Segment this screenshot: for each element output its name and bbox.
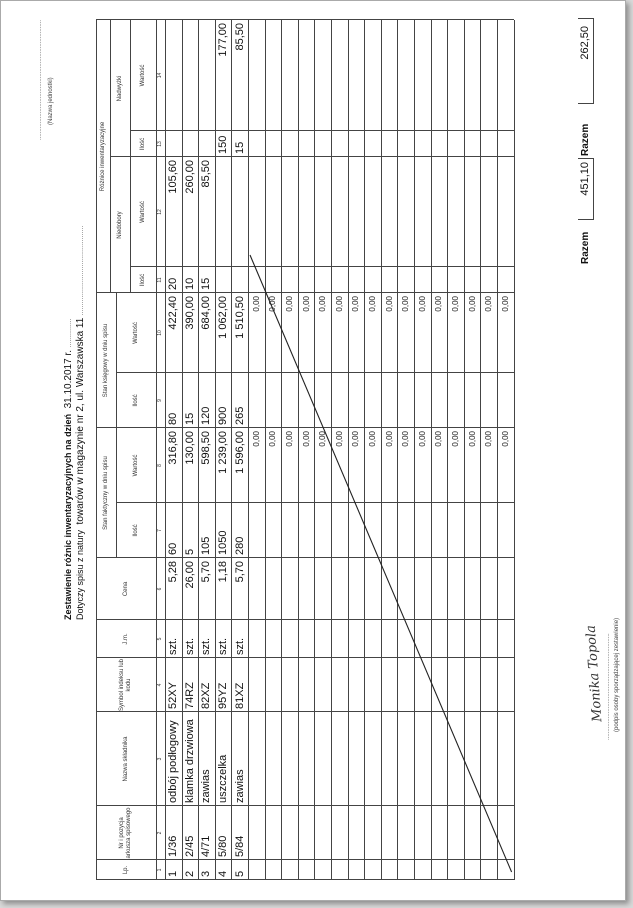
cell-zero-value: 0,00: [334, 296, 344, 312]
cell-lp: 3: [200, 870, 213, 877]
totals-niedobory-value: 451,10: [579, 162, 591, 196]
cell-zero-value: 0,00: [334, 431, 344, 447]
cell-k-w: 1 510,50: [233, 296, 246, 339]
cell-f-il: 5: [183, 548, 196, 555]
col-header-niedobory: Niedobory: [116, 211, 123, 239]
cell-cena: 5,28: [167, 561, 180, 583]
cell-k-il: 120: [200, 406, 213, 425]
cell-k-il: 265: [233, 406, 246, 425]
cell-zero-value: 0,00: [284, 296, 294, 312]
cell-jm: szt.: [233, 637, 246, 655]
cell-cena: 5,70: [233, 561, 246, 583]
totals-box: [578, 158, 594, 220]
cell-zero-value: 0,00: [351, 296, 361, 312]
column-number: 11: [156, 277, 163, 283]
col-header-ilosc: Ilość: [132, 394, 139, 407]
signature: Monika Topola: [583, 624, 606, 723]
cell-nazwa: zawias: [200, 769, 213, 803]
cell-nr: 5/80: [217, 835, 230, 857]
cell-zero-value: 0,00: [450, 431, 460, 447]
col-header-stan-ksiegowy: Stan księgowy w dniu spisu: [102, 323, 109, 398]
cell-symbol: 52XY: [167, 682, 180, 709]
cell-p-il: 150: [217, 135, 230, 154]
cell-p-w: 177,00: [217, 23, 230, 57]
col-header-ilosc: Ilość: [139, 137, 146, 151]
cell-nr: 2/45: [183, 835, 196, 857]
subtitle-dots: ..............................................: [78, 225, 85, 316]
cell-zero-value: 0,00: [417, 431, 427, 447]
col-header-ilosc: Ilość: [132, 524, 139, 537]
cell-f-il: 1050: [217, 530, 230, 555]
title-prefix: Zestawienie różnic inwentaryzacyjnych na dzień: [63, 413, 73, 620]
cell-nr: 4/71: [200, 835, 213, 857]
cell-zero-value: 0,00: [318, 296, 328, 312]
differences-table: [96, 20, 514, 880]
col-header-roznice: Różnice inwentaryzacyjne: [99, 121, 106, 192]
cell-zero-value: 0,00: [434, 431, 444, 447]
cell-zero-value: 0,00: [401, 431, 411, 447]
column-number: 4: [156, 683, 163, 687]
cell-n-il: 20: [167, 277, 180, 290]
cell-n-w: 105,60: [167, 160, 180, 194]
cell-k-il: 80: [167, 412, 180, 425]
cell-f-w: 1 596,00: [233, 431, 246, 474]
rotated-content: [1, 0, 625, 900]
cell-k-w: 1 062,00: [217, 296, 230, 339]
column-number: 6: [156, 587, 163, 591]
subtitle-prefix: Dotyczy spisu z natury: [75, 529, 85, 620]
cell-zero-value: 0,00: [500, 431, 510, 447]
col-header-cena: Cena: [122, 581, 129, 597]
column-number: 12: [156, 209, 163, 215]
col-header-stan-faktyczny: Stan faktyczny w dniu spisu: [102, 456, 109, 530]
column-number: 14: [156, 72, 163, 79]
cell-f-il: 280: [233, 536, 246, 555]
col-header-symbol: Symbol indeksu lub kodu: [119, 658, 132, 712]
cell-f-w: 316,80: [167, 431, 180, 465]
void-strike-line: [96, 20, 514, 880]
cell-nazwa: uszczelka: [217, 754, 230, 803]
unit-name-caption: (Nazwa jednostki): [48, 77, 54, 125]
column-number: 10: [156, 330, 163, 336]
col-header-wartosc: Wartość: [132, 322, 139, 344]
col-header-nadwyzki: Nadwyżki: [116, 75, 123, 102]
cell-zero-value: 0,00: [284, 431, 294, 447]
column-number: 1: [156, 868, 163, 872]
cell-zero-value: 0,00: [500, 296, 510, 312]
cell-zero-value: 0,00: [251, 296, 261, 312]
column-number: 5: [156, 637, 163, 641]
cell-f-w: 598,50: [200, 431, 213, 465]
column-number: 13: [156, 141, 163, 147]
cell-cena: 1,18: [217, 561, 230, 583]
cell-jm: szt.: [183, 637, 196, 655]
cell-n-w: 85,50: [200, 160, 213, 188]
cell-zero-value: 0,00: [484, 296, 494, 312]
cell-zero-value: 0,00: [417, 296, 427, 312]
col-header-lp: Lp.: [122, 865, 129, 875]
cell-zero-value: 0,00: [367, 431, 377, 447]
totals-label-niedobory: Razem: [580, 231, 591, 264]
document-subtitle: [75, 226, 86, 620]
cell-n-il: 15: [200, 277, 213, 290]
cell-p-w: 85,50: [233, 23, 246, 51]
cell-n-w: 260,00: [183, 160, 196, 194]
cell-lp: 2: [183, 870, 196, 877]
totals-nadwyzki-value: 262,50: [579, 26, 591, 60]
cell-nr: 5/84: [233, 835, 246, 857]
cell-f-il: 60: [167, 542, 180, 555]
cell-k-il: 900: [217, 406, 230, 425]
cell-symbol: 95YZ: [217, 682, 230, 709]
cell-cena: 26,00: [183, 561, 196, 589]
cell-nr: 1/36: [167, 835, 180, 857]
unit-name-dots: ........................................................................: [37, 19, 43, 140]
column-number: 7: [156, 529, 163, 532]
cell-zero-value: 0,00: [318, 431, 328, 447]
col-header-jm: J.m.: [122, 633, 129, 645]
cell-lp: 4: [217, 870, 230, 877]
col-header-wartosc: Wartość: [139, 201, 146, 223]
cell-zero-value: 0,00: [467, 431, 477, 447]
subtitle-value: towarów w magazynie nr 2, ul. Warszawska 11: [75, 317, 86, 525]
cell-nazwa: odbój podłogowy: [167, 720, 180, 803]
cell-jm: szt.: [167, 637, 180, 655]
cell-lp: 5: [233, 870, 246, 877]
title-date: 31.10.2017 r.: [63, 350, 74, 409]
document-title: [63, 318, 74, 620]
cell-nazwa: zawias: [233, 769, 246, 803]
cell-zero-value: 0,00: [351, 431, 361, 447]
cell-zero-value: 0,00: [434, 296, 444, 312]
signature-dots: ................................................................: [605, 633, 611, 740]
col-header-wartosc: Wartość: [139, 64, 146, 87]
cell-jm: szt.: [200, 637, 213, 655]
cell-k-w: 684,00: [200, 296, 213, 330]
cell-f-w: 130,00: [183, 431, 196, 465]
cell-zero-value: 0,00: [301, 431, 311, 447]
cell-zero-value: 0,00: [484, 431, 494, 447]
cell-zero-value: 0,00: [301, 296, 311, 312]
column-number: 2: [156, 831, 163, 835]
cell-nazwa: klamka drzwiowa: [183, 719, 196, 803]
cell-symbol: 82XZ: [200, 682, 213, 709]
cell-k-w: 390,00: [183, 296, 196, 330]
cell-jm: szt.: [217, 637, 230, 655]
table-border: [514, 20, 515, 880]
col-header-wartosc: Wartość: [132, 454, 139, 477]
totals-box: [578, 18, 594, 104]
title-dots: ...............: [66, 318, 73, 348]
column-number: 9: [156, 399, 163, 402]
cell-cena: 5,70: [200, 561, 213, 583]
cell-zero-value: 0,00: [384, 431, 394, 447]
cell-zero-value: 0,00: [268, 296, 278, 312]
cell-zero-value: 0,00: [268, 431, 278, 447]
cell-n-il: 10: [183, 277, 196, 290]
cell-zero-value: 0,00: [467, 296, 477, 312]
cell-symbol: 74RZ: [183, 682, 196, 709]
signature-caption: (podpis osoby sporządzającej zestawienie): [614, 617, 620, 732]
cell-k-w: 422,40: [167, 296, 180, 330]
cell-k-il: 15: [183, 412, 196, 425]
cell-zero-value: 0,00: [450, 296, 460, 312]
cell-lp: 1: [167, 870, 180, 877]
column-number: 8: [156, 464, 163, 467]
cell-zero-value: 0,00: [251, 431, 261, 447]
cell-f-il: 105: [200, 536, 213, 555]
cell-zero-value: 0,00: [367, 296, 377, 312]
column-number: 3: [156, 757, 163, 761]
col-header-nazwa: Nazwa składnika: [122, 736, 129, 782]
cell-zero-value: 0,00: [401, 296, 411, 312]
col-header-ilosc: Ilość: [139, 273, 146, 287]
cell-f-w: 1 239,00: [217, 431, 230, 474]
cell-symbol: 81XZ: [233, 682, 246, 709]
cell-zero-value: 0,00: [384, 296, 394, 312]
totals-label-nadwyzki: Razem: [580, 123, 591, 156]
col-header-nr: Nr i pozycja arkusza spisowego: [119, 807, 132, 859]
cell-p-il: 15: [233, 141, 246, 154]
